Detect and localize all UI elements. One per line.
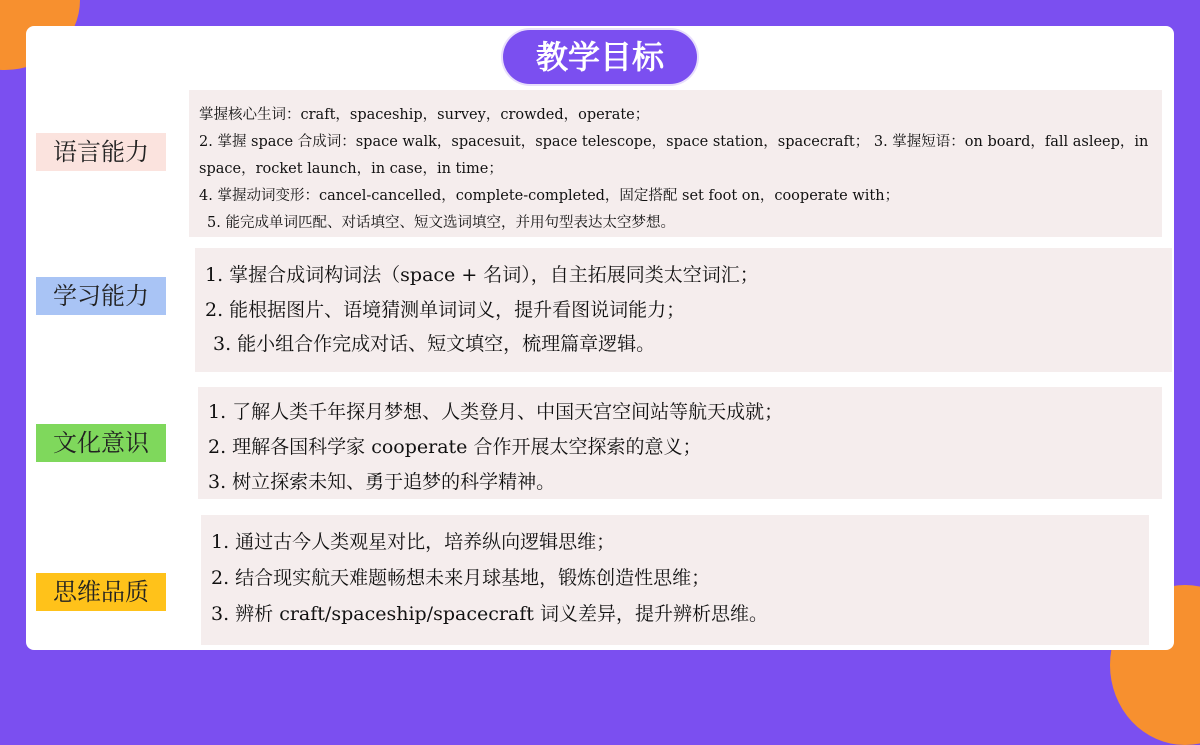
section-label-culture: 文化意识 [36, 424, 166, 462]
objective-line: 3. 树立探索未知、勇于追梦的科学精神。 [208, 471, 556, 493]
objective-line: 1. 通过古今人类观星对比，培养纵向逻辑思维； [211, 531, 616, 553]
objective-line: 1. 掌握合成词构词法（space + 名词），自主拓展同类太空词汇； [205, 264, 759, 286]
section-label-learning: 学习能力 [36, 277, 166, 315]
objective-line: 4. 掌握动词变形：cancel-cancelled，complete-completed，固定搭配 set foot on，cooperate with； [199, 188, 900, 204]
objective-line: 3. 辨析 craft/spaceship/spacecraft 词义差异，提升辨析思维。 [211, 603, 768, 625]
objective-line: 5. 能完成单词匹配、对话填空、短文选词填空，并用句型表达太空梦想。 [207, 215, 675, 231]
section-box-thinking [201, 515, 1149, 645]
objective-line: 2. 结合现实航天难题畅想未来月球基地，锻炼创造性思维； [211, 567, 711, 589]
objective-line: 2. 能根据图片、语境猜测单词词义，提升看图说词能力； [205, 298, 686, 321]
section-box-learning [195, 248, 1172, 372]
objective-line: 1. 了解人类千年探月梦想、人类登月、中国天宫空间站等航天成就； [208, 401, 784, 423]
page-title: 教学目标 [503, 30, 697, 84]
section-box-language [189, 90, 1162, 237]
objective-line: 2. 掌握 space 合成词：space walk，spacesuit，space telescope，space station，spacecraft； 3. 掌握短语：on board，fall asleep，in space，rocket launch，in case，in time； [199, 134, 1149, 177]
section-box-culture [198, 387, 1162, 499]
objective-line: 3. 能小组合作完成对话、短文填空，梳理篇章逻辑。 [213, 333, 656, 355]
objective-line: 2. 理解各国科学家 cooperate 合作开展太空探索的意义； [208, 436, 702, 458]
section-label-language: 语言能力 [36, 133, 166, 171]
objective-line: 掌握核心生词：craft，spaceship，survey，crowded，operate； [199, 107, 650, 123]
section-label-thinking: 思维品质 [36, 573, 166, 611]
